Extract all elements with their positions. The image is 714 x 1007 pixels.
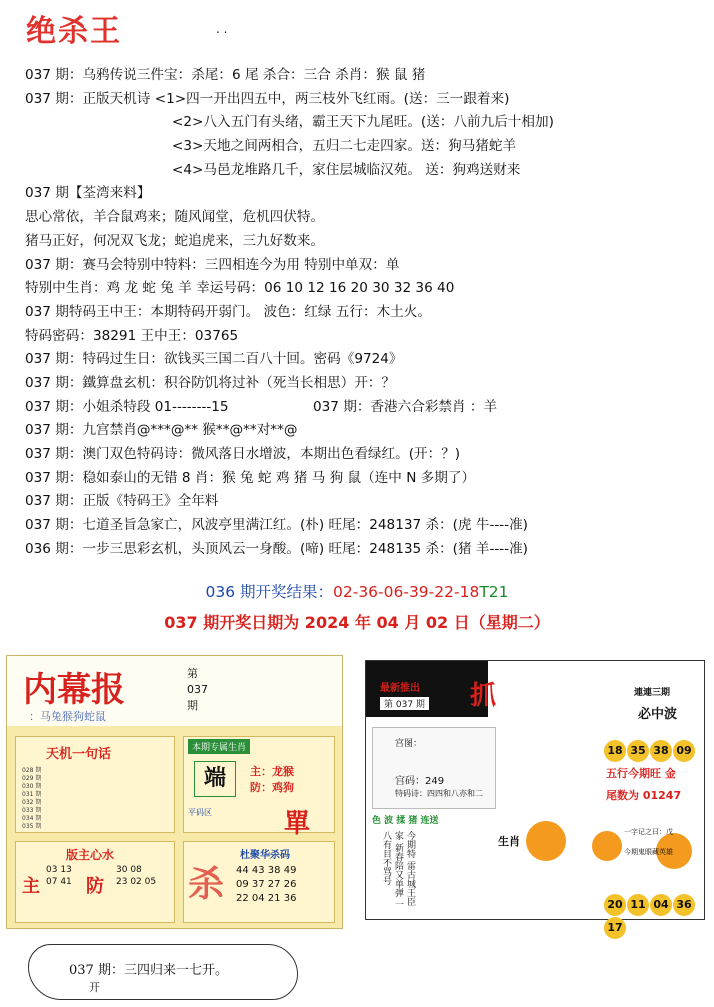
line-5: <4>马邑龙堆路几千，家住层城临汉苑。 送：狗鸡送财来 xyxy=(172,161,521,178)
number-ball: 09 xyxy=(673,740,695,762)
weishu-text: 尾数为 01247 xyxy=(606,789,682,802)
tianji-row: 030 期 xyxy=(22,783,42,790)
vertical-poem: 今期特 雷古城王臣家 新春陪又单弹 一八有目不骂号 xyxy=(381,831,415,909)
draw-date: 037 期开奖日期为 2024 年 04 月 02 日（星期二） xyxy=(164,613,550,632)
tianji-row: 029 期 xyxy=(22,775,42,782)
line-2: 037 期：正版天机诗 <1>四一开出四五中，两三枝外飞红雨。(送：三一跟着来) xyxy=(25,90,510,107)
tianji-row: 031 期 xyxy=(22,791,42,798)
page-title: 绝杀王 xyxy=(26,14,122,49)
tianji-title: 天机一句话 xyxy=(46,747,112,762)
result-tail: T21 xyxy=(479,583,509,601)
speech-cloud xyxy=(28,944,298,1000)
prediction-list xyxy=(25,64,705,561)
line-9: 037 期：赛马会特别中特料：三四相连今为用 特别中单双：单 xyxy=(25,256,400,273)
shengxiao-main: 主：龙猴 xyxy=(250,765,294,778)
line-15 xyxy=(25,396,705,420)
line-4: <3>天地之间两相合，五归二七走四家。送：狗马猪蛇羊 xyxy=(172,138,517,155)
banzhu-guard-numbers: 30 08 23 02 05 xyxy=(116,865,157,887)
line-14: 037 期：鐵算盘玄机：积谷防饥将过补（死当长相思）开：？ xyxy=(25,374,396,391)
line-12: 特码密码：38291 王中王：03765 xyxy=(25,327,239,344)
line-13: 037 期：特码过生日：欲钱买三国二百八十回。密码《9724》 xyxy=(25,351,403,368)
line-20: 037 期：七道圣旨急家亡，风波亭里满江红。(朴) 旺尾：248137 杀：(虎 牛----准) xyxy=(25,517,528,534)
tianji-row: 028 期 xyxy=(22,767,42,774)
decorative-dots: . . xyxy=(216,22,228,36)
top-balls xyxy=(604,739,696,762)
draw-result xyxy=(0,580,714,602)
sun-burst-icon xyxy=(592,831,622,861)
pingma-label: 平码区 xyxy=(188,808,212,817)
neimu-report-image xyxy=(6,655,343,929)
gong-tu-label: 宫图： xyxy=(395,739,423,749)
cloud-tail: 开 xyxy=(89,981,100,994)
report-issue: 第 037 期 xyxy=(187,667,208,712)
banzhu-main-label: 主 xyxy=(22,876,40,897)
banzhu-box xyxy=(15,841,175,923)
line-11: 037 期特码王中王：本期特码开弱门。 波色：红绿 五行：木土火。 xyxy=(25,303,431,320)
line-6: 037 期【荃湾来料】 xyxy=(25,185,151,202)
tianji-row: 035 期 xyxy=(22,823,42,830)
line-15-text: 037 期：小姐杀特段 01--------15 xyxy=(25,398,229,415)
line-16: 037 期：九宫禁肖@***@** 猴**@**对**@ xyxy=(25,422,298,439)
tianji-row: 033 期 xyxy=(22,807,42,814)
number-ball: 35 xyxy=(627,740,649,762)
report-subtitle: ：马兔猴狗蛇鼠 xyxy=(29,710,106,723)
sun-burst-icon xyxy=(526,821,566,861)
wuxing-text: 五行今期旺 金 xyxy=(606,767,676,780)
number-ball: 36 xyxy=(673,894,695,916)
shengxiao-char: 端 xyxy=(194,761,236,797)
zhua-bizhongbo: 必中波 xyxy=(638,707,678,722)
bottom-balls xyxy=(604,893,704,939)
gong-poem: 特码诗：四四和八亦和二 xyxy=(395,789,483,798)
number-ball: 11 xyxy=(627,894,649,916)
gong-ma: 宫码：249 xyxy=(395,776,445,787)
report-title: 内幕报 xyxy=(23,670,125,710)
zhua-issue: 第 037 期 xyxy=(380,697,429,710)
report-header xyxy=(7,656,342,726)
number-ball: 17 xyxy=(604,917,626,939)
number-ball: 04 xyxy=(650,894,672,916)
line-10: 特别中生肖：鸡 龙 蛇 兔 羊 幸运号码：06 10 12 16 20 30 32 36 40 xyxy=(25,280,455,297)
line-3: <2>八入五门有头绪，霸王天下九尾旺。(送：八前九后十相加) xyxy=(172,114,554,131)
shama-box xyxy=(183,841,335,923)
number-ball: 38 xyxy=(650,740,672,762)
number-ball: 18 xyxy=(604,740,626,762)
line-7: 思心常依，羊合鼠鸡来；随风闻堂，危机四伏特。 xyxy=(25,209,325,226)
banzhu-guard-label: 防 xyxy=(86,876,104,897)
guiyan-text: 今期鬼眼藏英雄 xyxy=(624,848,673,856)
zhua-new-label: 最新推出 xyxy=(380,683,420,694)
tianji-row: 034 期 xyxy=(22,815,42,822)
shengxiao-label: 生肖 xyxy=(498,835,520,848)
banzhu-title: 版主心水 xyxy=(66,848,115,862)
banzhu-main-numbers: 03 13 07 41 xyxy=(46,865,72,887)
zhua-title: 抓 xyxy=(470,681,497,711)
shama-numbers: 44 43 38 49 09 37 27 26 22 04 21 36 xyxy=(236,865,297,904)
result-label: 036 期开奖结果： xyxy=(205,583,333,601)
shengxiao-guard: 防：鸡狗 xyxy=(250,781,294,794)
zhua-lianlian: 連連三期 xyxy=(634,688,671,698)
tianji-box xyxy=(15,736,175,833)
cloud-text: 037 期：三四归来一七开。 xyxy=(69,963,228,978)
shama-title: 杜聚华杀码 xyxy=(240,850,290,861)
number-ball: 20 xyxy=(604,894,626,916)
line-1: 037 期：乌鸦传说三件宝：杀尾：6 尾 杀合：三合 杀肖：猴 鼠 猪 xyxy=(25,67,426,83)
dan-char: 單 xyxy=(284,809,311,839)
line-19: 037 期：正版《特码王》全年料 xyxy=(25,493,219,510)
tianji-rows xyxy=(22,767,41,831)
line-8: 猪马正好，何况双飞龙；蛇追虎来，三九好数来。 xyxy=(25,232,325,249)
side-note: 037 期：香港六合彩禁肖 ：羊 xyxy=(313,398,498,415)
gong-box xyxy=(372,727,496,809)
tianji-row: 032 期 xyxy=(22,799,42,806)
color-wave-row: 色 波 揉 猪 连送 xyxy=(372,816,439,826)
line-17: 037 期：澳门双色特码诗：微风落日水增波，本期出色看绿红。(开：？) xyxy=(25,446,461,462)
shengxiao-tag: 本期专属生肖 xyxy=(188,739,250,754)
yizi-text: 一字记之曰：戊 xyxy=(624,828,673,836)
line-21: 036 期：一步三思彩玄机，头顶风云一身酸。(啼) 旺尾：248135 杀：(猪 羊----准) xyxy=(25,540,528,557)
line-18: 037 期：稳如泰山的无错 8 肖：猴 兔 蛇 鸡 猪 马 狗 鼠（连中 N 多期了） xyxy=(25,469,476,486)
sha-char: 杀 xyxy=(188,864,225,905)
zhua-report-image xyxy=(365,660,705,934)
shengxiao-box xyxy=(183,736,335,839)
result-numbers: 02-36-06-39-22-18 xyxy=(333,583,480,601)
